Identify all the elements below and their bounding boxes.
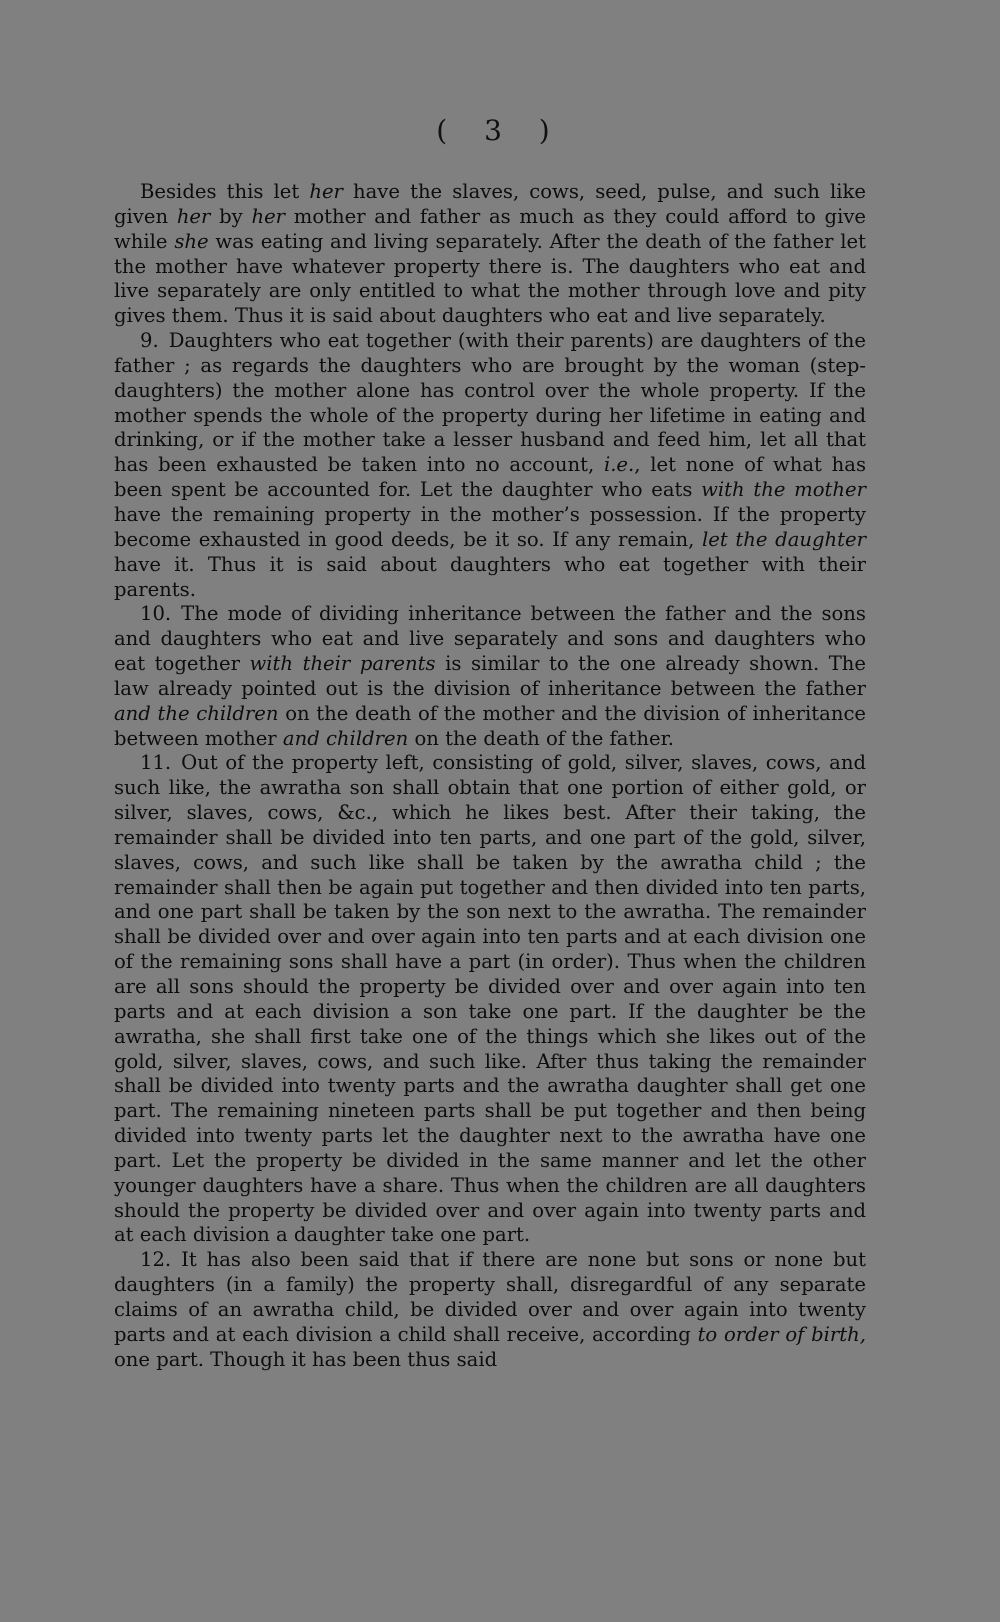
italic-text: to order of birth, bbox=[697, 1322, 867, 1346]
paragraph-10 bbox=[114, 602, 866, 751]
paragraph-number: 10. bbox=[140, 602, 172, 626]
text-run: mother and father as much as they could afford to give while bbox=[114, 204, 866, 253]
paragraph-9 bbox=[114, 329, 866, 602]
text-run: have the slaves, cows, seed, pulse, and such like given bbox=[114, 180, 866, 228]
text-run: on the death of the mother and the division of inheritance between mother bbox=[114, 701, 867, 750]
text-run: have it. Thus it is said about daughters who eat together with their parents. bbox=[114, 552, 866, 601]
text-run: on the death of the father. bbox=[408, 726, 675, 750]
italic-text: with the mother bbox=[701, 478, 866, 502]
paragraph-number: 12. bbox=[140, 1248, 172, 1272]
text-run: It has also been said that if there are none but sons or none but daughters (in a family) the property shall, disregardful of any separate claims of an awratha child, be divided over and over again into twenty parts and at each division a child shall receive, according bbox=[114, 1248, 866, 1346]
text-run: one part. Though it has been thus said bbox=[114, 1347, 498, 1371]
text-run: have the remaining property in the mother’s possession. If the property become exhausted in good deeds, be it so. If any remain, bbox=[114, 502, 866, 551]
italic-text: her bbox=[309, 180, 343, 203]
text-run: Besides this let bbox=[140, 180, 310, 203]
page-number: ( 3 ) bbox=[436, 114, 564, 147]
italic-text: i.e. bbox=[603, 453, 635, 477]
italic-text: her bbox=[251, 204, 286, 228]
text-run: Out of the property left, consisting of gold, silver, slaves, cows, and such like, the awratha son shall obtain that one portion of either gold, or silver, slaves, cows, &c., which he likes best. After their taking, the remainder shall be divided into ten parts, and one part of the gold, silver, slaves, cows, and such like shall be taken by the awratha child ; the remainder shall then be again put together and then divided into ten parts, and one part shall be taken by the son next to the awratha. The remainder shall be divided over and over again into ten parts and at each division one of the remaining sons shall have a part (in order). Thus when the children are all sons should the property be divided over and over again into ten parts and at each division a son take one part. If the daughter be the awratha, she shall first take one of the things which she likes out of the gold, silver, slaves, cows, and such like. After thus taking the remainder shall be divided into twenty parts and the awratha daughter shall get one part. The remaining nineteen parts shall be put together and then being divided into twenty parts let the daughter next to the awratha have one part. Let the property be divided in the same manner and let the other younger daughters have a share. Thus when the children are all daughters should the property be divided over and over again into twenty parts and at each division a daughter take one part. bbox=[114, 751, 866, 1247]
italic-text: with their parents bbox=[249, 652, 436, 676]
italic-text: and the children bbox=[114, 701, 279, 725]
italic-text: let the daughter bbox=[701, 527, 866, 551]
text-run: is similar to the one already shown. The law already pointed out is the division of inheritance between the father bbox=[114, 652, 866, 700]
text-run: was eating and living separately. After the death of the father let the mother have whatever property there is. The daughters who eat and live separately are only entitled to what the mother through love and pity gives them. Thus it is said about daughters who eat and live separately. bbox=[114, 229, 866, 328]
text-run: The mode of dividing inheritance between the father and the sons and daughters who eat and live separately and sons and daughters who eat together bbox=[114, 602, 866, 676]
paragraph-12 bbox=[114, 1248, 866, 1372]
text-run: by bbox=[210, 204, 252, 228]
text-run: Daughters who eat together (with their parents) are daughters of the father ; as regards the daughters who are brought by the woman (step-daughters) the mother alone has control over the whole property. If the mother spends the whole of the property during her lifetime in eating and drinking, or if the mother take a lesser husband and feed him, let all that has been exhausted be taken into no account, bbox=[114, 329, 866, 477]
text-run: , let none of what has been spent be accounted for. Let the daughter who eats bbox=[114, 453, 867, 502]
paragraph-continuation bbox=[114, 180, 866, 329]
paragraph-11 bbox=[114, 751, 866, 1248]
italic-text: her bbox=[176, 204, 211, 228]
italic-text: and children bbox=[282, 726, 409, 750]
body-text bbox=[114, 180, 866, 1373]
paragraph-number: 9. bbox=[140, 329, 159, 353]
italic-text: she bbox=[174, 229, 209, 253]
paragraph-number: 11. bbox=[140, 751, 172, 775]
